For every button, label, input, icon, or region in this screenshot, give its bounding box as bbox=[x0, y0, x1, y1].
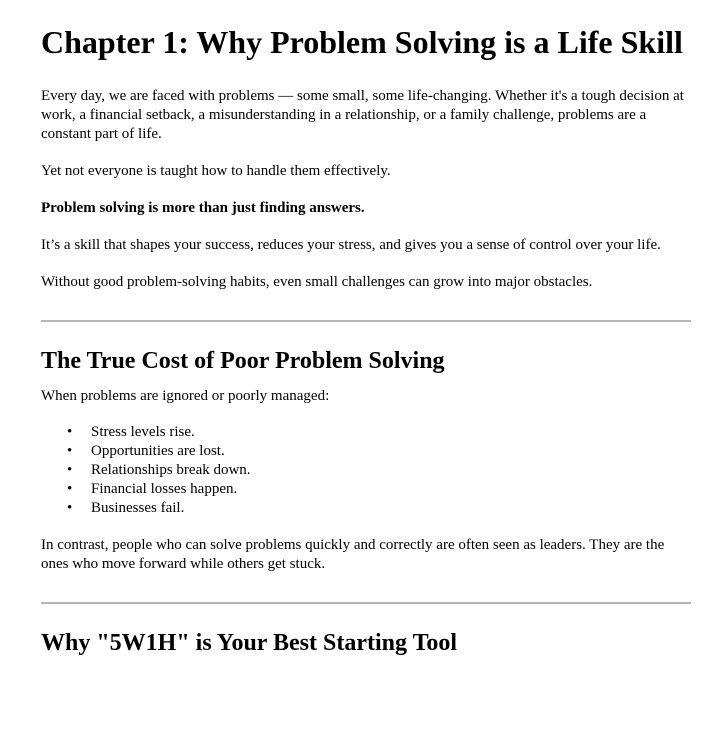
list-item-text: Stress levels rise. bbox=[91, 424, 195, 440]
bold-statement: Problem solving is more than just finding answers. bbox=[41, 200, 365, 216]
without-paragraph: Without good problem-solving habits, even small challenges can grow into major obstacles. bbox=[41, 274, 593, 290]
list-item bbox=[67, 423, 691, 442]
section-divider bbox=[41, 602, 691, 604]
section-divider bbox=[41, 320, 691, 322]
list-item-text: Businesses fail. bbox=[91, 500, 185, 516]
list-item bbox=[67, 461, 691, 480]
yet-paragraph: Yet not everyone is taught how to handle them effectively. bbox=[41, 163, 391, 179]
cost-section-heading: The True Cost of Poor Problem Solving bbox=[41, 348, 445, 374]
intro-paragraph: Every day, we are faced with problems — some small, some life-changing. Whether it's a tough decision at work, a financial setback, a misunderstanding in a relationship, or a family challenge, problems are a constant part of life. bbox=[41, 88, 684, 142]
list-item bbox=[67, 480, 691, 499]
list-item-text: Opportunities are lost. bbox=[91, 443, 225, 459]
list-item-text: Relationships break down. bbox=[91, 462, 251, 478]
list-item-text: Financial losses happen. bbox=[91, 481, 238, 497]
bullet-icon: • bbox=[67, 443, 73, 459]
bullet-icon: • bbox=[67, 481, 73, 497]
bullet-icon: • bbox=[67, 462, 73, 478]
bullet-icon: • bbox=[67, 500, 73, 516]
cost-bullet-list bbox=[41, 423, 691, 518]
document-page bbox=[41, 0, 691, 657]
5w1h-section-heading: Why "5W1H" is Your Best Starting Tool bbox=[41, 630, 458, 656]
list-item bbox=[67, 442, 691, 461]
bullet-icon: • bbox=[67, 424, 73, 440]
list-item bbox=[67, 499, 691, 518]
cost-lead-paragraph: When problems are ignored or poorly managed: bbox=[41, 388, 330, 404]
skill-paragraph: It’s a skill that shapes your success, reduces your stress, and gives you a sense of control over your life. bbox=[41, 237, 661, 253]
contrast-paragraph: In contrast, people who can solve problems quickly and correctly are often seen as leaders. They are the ones who move forward while others get stuck. bbox=[41, 537, 665, 572]
chapter-title: Chapter 1: Why Problem Solving is a Life Skill bbox=[41, 24, 683, 60]
